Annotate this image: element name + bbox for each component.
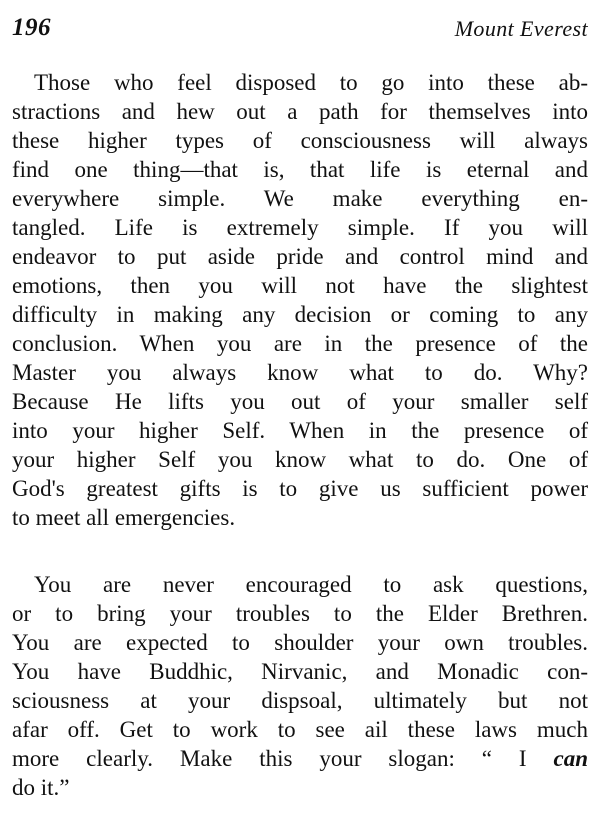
emphasized-word: can [553,746,588,771]
text-line: or to bring your troubles to the Elder Brethren. [12,601,588,626]
running-title: Mount Everest [454,16,588,41]
paragraph-1 [12,68,588,532]
text-line: Master you always know what to do. Why? [12,360,588,385]
text-line: emotions, then you will not have the slightest [12,273,588,298]
text-line-with-emphasis [12,744,588,773]
text-line: your higher Self you know what to do. One of [12,447,588,472]
text-line: You are expected to shoulder your own troubles. [12,630,588,655]
page-header [12,14,588,44]
text-line: difficulty in making any decision or coming to any [12,302,588,327]
text-line: You have Buddhic, Nirvanic, and Monadic con- [12,659,588,684]
text-line: tangled. Life is extremely simple. If you will [12,215,588,240]
text-line: do it.” [12,775,70,800]
text-line: sciousness at your dispsoal, ultimately but not [12,688,588,713]
text-line: to meet all emergencies. [12,505,236,530]
text-line: afar off. Get to work to see ail these laws much [12,717,588,742]
page-number: 196 [12,14,51,41]
text-line: You are never encouraged to ask questions, [34,572,588,597]
paragraph-2 [12,570,588,802]
text-line: conclusion. When you are in the presence of the [12,331,588,356]
text-line: Because He lifts you out of your smaller self [12,389,588,414]
text-line: stractions and hew out a path for themselves into [12,99,588,124]
text-line: find one thing—that is, that life is eternal and [12,157,588,182]
text-line: Those who feel disposed to go into these ab- [34,70,588,95]
text-line: into your higher Self. When in the presence of [12,418,588,443]
text-line: these higher types of consciousness will always [12,128,588,153]
text-line: God's greatest gifts is to give us sufficient power [12,476,588,501]
text-line: endeavor to put aside pride and control mind and [12,244,588,269]
text-line: everywhere simple. We make everything en- [12,186,588,211]
text-fragment: more clearly. Make this your slogan: “ I [12,746,554,771]
